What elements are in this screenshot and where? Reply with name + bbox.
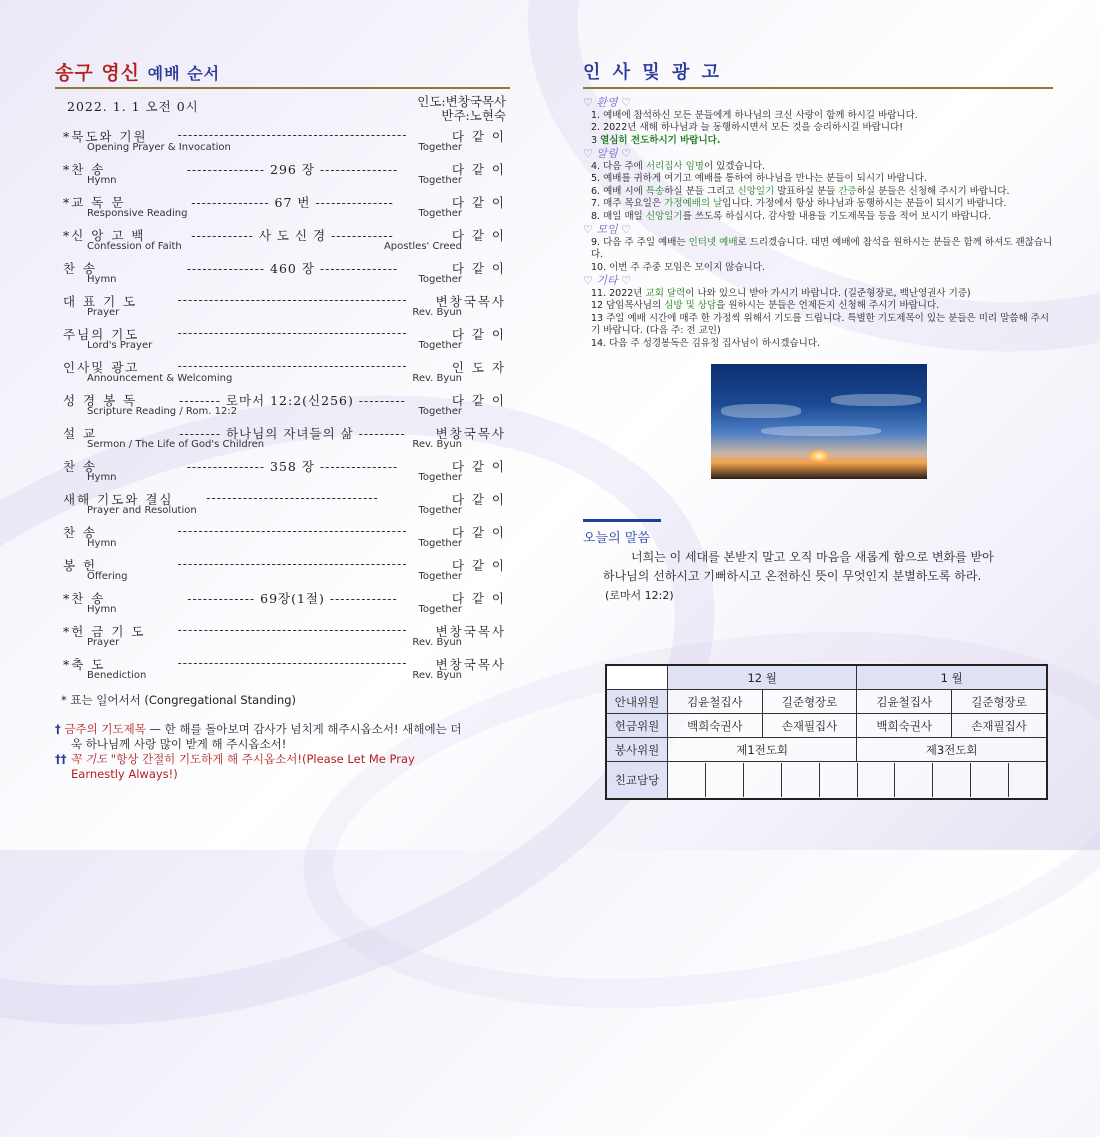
todays-word-title: 오늘의 말씀 <box>583 527 1053 546</box>
announcements-page <box>583 58 1053 603</box>
title-blue: 예배 순서 <box>147 64 221 83</box>
announcement-item <box>583 211 1053 224</box>
fellowship-slot <box>820 763 858 797</box>
month-jan: 1 월 <box>857 665 1047 690</box>
order-leader-en: Together <box>418 571 462 582</box>
prayer2-text: "항상 간절히 기도하게 해 주시옵소서!(Please Let Me Pray <box>107 752 415 766</box>
announcement-item <box>583 161 1053 174</box>
prayer1-cont: 욱 하나님께 사랑 많이 받게 해 주시옵소서! <box>71 737 287 751</box>
order-name-en: Hymn <box>87 538 117 549</box>
duty-row <box>606 738 1047 762</box>
order-name: 봉 헌 <box>63 558 98 573</box>
announcement-category: ♡ 기타 ♡ <box>583 274 631 287</box>
announcement-item <box>583 122 1053 135</box>
announcement-category: ♡ 환영 ♡ <box>583 96 631 109</box>
order-detail: -------------------------------------------- <box>177 358 408 373</box>
announcement-text: 6. 예배 시에 특송하실 분들 그리고 신앙일기 발표하실 분들 간증하실 분들은 신청해 주시기 바랍니다. <box>591 185 1010 197</box>
announcement-item <box>583 110 1053 123</box>
order-item <box>55 158 510 191</box>
order-leader-en: Together <box>418 472 462 483</box>
order-name: 새해 기도와 결심 <box>63 492 174 507</box>
worship-order-page <box>55 58 510 782</box>
announcement-text: 5. 예배를 귀하게 여기고 예배를 통하여 하나님을 만나는 분들이 되시기 바랍니다. <box>591 173 927 184</box>
order-leader-en: Rev. Byun <box>412 439 462 450</box>
order-name: *찬 송 <box>63 162 106 177</box>
announcement-text: 1. 예배에 참석하신 모든 분들에게 하나님의 크신 사랑이 함께 하시길 바랍니다. <box>591 109 918 121</box>
order-leader-en: Together <box>418 340 462 351</box>
order-leader: 변창국목사 <box>435 426 506 441</box>
order-item <box>55 488 510 521</box>
word-line1: 너희는 이 세대를 본받지 말고 오직 마음을 새롭게 함으로 변화를 받아 <box>631 550 994 564</box>
announcement-item <box>583 198 1053 211</box>
announcement-item <box>583 338 1053 351</box>
order-item <box>55 587 510 620</box>
order-item <box>55 521 510 554</box>
order-item <box>55 422 510 455</box>
order-item <box>55 554 510 587</box>
fellowship-slot <box>668 763 706 797</box>
order-leader-en: Together <box>418 208 462 219</box>
order-name-en: Hymn <box>87 274 117 285</box>
order-name-en: Sermon / The Life of God's Children <box>87 439 265 450</box>
order-detail: --------------- 67 번 --------------- <box>191 195 394 210</box>
duty-cell: 손재필집사 <box>952 714 1047 738</box>
order-name-en: Offering <box>87 571 128 582</box>
order-name-en: Scripture Reading / Rom. 12:2 <box>87 406 238 417</box>
order-item <box>55 257 510 290</box>
order-name-en: Hymn <box>87 472 117 483</box>
order-name: 찬 송 <box>63 459 98 474</box>
leader: 인도:변창국목사 <box>417 94 506 109</box>
worship-title <box>55 58 510 84</box>
fellowship-slot <box>971 763 1009 797</box>
order-leader: 다 같 이 <box>451 525 506 540</box>
order-detail: -------------------------------------------- <box>177 292 408 307</box>
title-rule <box>55 87 510 89</box>
duty-cell: 김윤철집사 <box>668 690 763 714</box>
announcement-text: 3 <box>591 134 601 146</box>
duty-corner <box>606 665 668 690</box>
duty-cell: 손재필집사 <box>762 714 857 738</box>
order-leader: 변창국목사 <box>435 624 506 639</box>
standing-note: * 표는 일어서서 (Congregational Standing) <box>61 693 297 707</box>
order-item <box>55 389 510 422</box>
order-leader: 변창국목사 <box>435 657 506 672</box>
order-name: 설 교 <box>63 426 98 441</box>
announcement-text: 4. 다음 주에 서리집사 임명이 있겠습니다. <box>591 160 766 172</box>
duty-cell: 제3전도회 <box>857 738 1047 762</box>
order-leader: 다 같 이 <box>451 162 506 177</box>
announcements-title <box>583 58 1053 84</box>
order-detail: -------- 하나님의 자녀들의 삶 --------- <box>179 426 406 441</box>
word-line2: 하나님의 선하시고 기뻐하시고 온전하신 뜻이 무엇인지 분별하도록 하라. <box>603 569 982 583</box>
order-name: 찬 송 <box>63 261 98 276</box>
order-item <box>55 455 510 488</box>
announcement-text: 13 주일 예배 시간에 매주 한 가정씩 위해서 기도를 드립니다. 특별한 기도제목이 있는 분들은 미리 말씀해 주시기 바랍니다. (다음 주: 전 교인) <box>591 312 1050 336</box>
fellowship-slot <box>1009 763 1046 797</box>
duty-cell: 백희숙권사 <box>668 714 763 738</box>
order-detail: -------- 로마서 12:2(신256) --------- <box>179 393 406 408</box>
duty-row-label: 친교담당 <box>606 762 668 800</box>
order-detail: ------------ 사 도 신 경 ------------ <box>191 228 394 243</box>
order-item <box>55 224 510 257</box>
order-leader: 인 도 자 <box>451 360 506 375</box>
order-leader-en: Together <box>418 274 462 285</box>
order-item <box>55 323 510 356</box>
double-cross-mark: †† <box>55 752 67 766</box>
order-detail: -------------------------------------------- <box>177 556 408 571</box>
order-detail: -------------------------------------------- <box>177 523 408 538</box>
order-leader: 다 같 이 <box>451 393 506 408</box>
order-name: *축 도 <box>63 657 106 672</box>
order-leader-en: Together <box>418 175 462 186</box>
announcement-text: 9. 다음 주 주일 예배는 인터넷 예배로 드리겠습니다. 대면 예배에 참석을 원하시는 분들은 함께 하셔도 괜찮습니다. <box>591 236 1053 260</box>
duty-cell: 백희숙권사 <box>857 714 952 738</box>
month-dec: 12 월 <box>668 665 857 690</box>
order-name-en: Responsive Reading <box>87 208 188 219</box>
duty-cell: 길준형장로 <box>952 690 1047 714</box>
announcement-text: 14. 다음 주 성경봉독은 김유정 집사님이 하시겠습니다. <box>591 337 820 349</box>
order-item <box>55 356 510 389</box>
order-name-en: Opening Prayer & Invocation <box>87 142 231 153</box>
announcement-highlight: 열심히 전도하시기 바랍니다. <box>600 134 721 146</box>
announcement-text: 10. 이번 주 주중 모임은 모이지 않습니다. <box>591 261 765 273</box>
order-list <box>55 125 510 686</box>
order-name-en: Hymn <box>87 604 117 615</box>
announcement-item <box>583 262 1053 275</box>
duty-row <box>606 690 1047 714</box>
order-leader-en: Together <box>418 505 462 516</box>
announcement-item <box>583 300 1053 313</box>
order-leader: 변창국목사 <box>435 294 506 309</box>
duty-row-label: 안내위원 <box>606 690 668 714</box>
fellowship-slots <box>668 762 1048 800</box>
announcement-text: 7. 매주 목요일은 가정예배의 날입니다. 가정에서 항상 하나님과 동행하시는 분들이 되시기 바랍니다. <box>591 198 1007 209</box>
order-leader-en: Together <box>418 142 462 153</box>
announcement-item <box>583 313 1053 338</box>
announcement-item <box>583 237 1053 262</box>
duty-cell: 김윤철집사 <box>857 690 952 714</box>
order-leader-en: Rev. Byun <box>412 670 462 681</box>
order-leader: 다 같 이 <box>451 261 506 276</box>
order-leader-en: Rev. Byun <box>412 373 462 384</box>
order-leader: 다 같 이 <box>451 327 506 342</box>
ann-title-text: 인 사 및 광 고 <box>583 62 723 83</box>
order-item <box>55 653 510 686</box>
fellowship-slot <box>744 763 782 797</box>
order-detail: --------------- 358 장 --------------- <box>186 459 399 474</box>
order-leader: 다 같 이 <box>451 558 506 573</box>
order-name-en: Prayer and Resolution <box>87 505 197 516</box>
announcement-list <box>583 97 1053 350</box>
prayer1-label: 금주의 기도제목 <box>64 722 146 736</box>
cross-mark: † <box>55 722 61 736</box>
order-item <box>55 125 510 158</box>
order-name-en: Hymn <box>87 175 117 186</box>
announcement-text: 2. 2022년 새해 하나님과 늘 동행하시면서 모든 것을 승리하시길 바랍니다! <box>591 122 904 133</box>
order-name: *묵도와 기원 <box>63 129 148 144</box>
word-reference: (로마서 12:2) <box>605 589 674 602</box>
todays-word-text <box>583 548 1053 586</box>
announcement-text: 11. 2022년 교회 달력이 나와 있으니 받아 가시기 바랍니다. (길준형장로, 백난영권사 기증) <box>591 287 971 299</box>
announcement-item <box>583 173 1053 186</box>
prayer1-text: — 한 해를 돌아보며 감사가 넘치게 해주시옵소서! 새해에는 더 <box>145 722 462 736</box>
ann-title-rule <box>583 87 1053 89</box>
order-name-en: Confession of Faith <box>87 241 182 252</box>
order-leader-en: Together <box>418 538 462 549</box>
fellowship-slot <box>706 763 744 797</box>
order-item <box>55 620 510 653</box>
duty-cell: 제1전도회 <box>668 738 857 762</box>
duty-row <box>606 762 1047 800</box>
order-detail: ------------- 69장(1절) ------------- <box>187 591 398 606</box>
announcement-text: 8. 매일 매일 신앙일기를 쓰도록 하십시다. 감사할 내용들 기도제목들 등을 적어 보시기 바랍니다. <box>591 210 992 222</box>
order-leader-en: Rev. Byun <box>412 637 462 648</box>
order-leader-en: Apostles' Creed <box>383 241 462 252</box>
title-red: 송구 영신 <box>55 62 141 84</box>
order-name-en: Prayer <box>87 637 120 648</box>
prayer2-label: 꼭 기도 <box>70 752 108 766</box>
service-header <box>55 95 510 125</box>
order-leader-en: Rev. Byun <box>412 307 462 318</box>
order-name: *찬 송 <box>63 591 106 606</box>
duty-row-label: 헌금위원 <box>606 714 668 738</box>
order-name-en: Prayer <box>87 307 120 318</box>
order-name: 대 표 기 도 <box>63 294 138 309</box>
duty-roster-table <box>605 664 1048 800</box>
announcement-item <box>583 288 1053 301</box>
order-name: 주님의 기도 <box>63 327 140 342</box>
order-name-en: Announcement & Welcoming <box>87 373 233 384</box>
prayer-topics <box>55 722 510 782</box>
announcement-category: ♡ 모임 ♡ <box>583 223 631 236</box>
order-name: *헌 금 기 도 <box>63 624 146 639</box>
order-name: 인사및 광고 <box>63 360 140 375</box>
order-name-en: Lord's Prayer <box>87 340 153 351</box>
order-detail: -------------------------------------------- <box>177 655 408 670</box>
order-item <box>55 191 510 224</box>
order-name: *교 독 문 <box>63 195 126 210</box>
announcement-text: 12 담임목사님의 심방 및 상담을 원하시는 분들은 언제든지 신청해 주시기 바랍니다. <box>591 300 940 311</box>
prayer2-cont: Earnestly Always!) <box>71 767 178 781</box>
order-leader-en: Together <box>418 406 462 417</box>
fellowship-slot <box>895 763 933 797</box>
sunset-image <box>711 364 927 479</box>
order-detail: -------------------------------------------- <box>177 622 408 637</box>
fellowship-slot <box>933 763 971 797</box>
order-leader: 다 같 이 <box>451 228 506 243</box>
order-detail: -------------------------------------------- <box>177 127 408 142</box>
order-name: 성 경 봉 독 <box>63 393 138 408</box>
order-detail: -------------------------------------------- <box>177 325 408 340</box>
duty-cell: 길준형장로 <box>762 690 857 714</box>
order-leader: 다 같 이 <box>451 459 506 474</box>
order-detail: --------------- 296 장 --------------- <box>186 162 399 177</box>
order-detail: --------------- 460 장 --------------- <box>186 261 399 276</box>
duty-row-label: 봉사위원 <box>606 738 668 762</box>
service-leaders <box>417 95 506 123</box>
fellowship-slot <box>782 763 820 797</box>
accompanist: 반주:노현숙 <box>441 108 506 123</box>
service-date: 2022. 1. 1 오전 0시 <box>67 99 199 114</box>
order-leader: 다 같 이 <box>451 129 506 144</box>
announcement-item <box>583 186 1053 199</box>
order-leader: 다 같 이 <box>451 492 506 507</box>
order-leader: 다 같 이 <box>451 195 506 210</box>
fellowship-slot <box>858 763 896 797</box>
announcement-category: ♡ 알림 ♡ <box>583 147 631 160</box>
order-name: *신 앙 고 백 <box>63 228 146 243</box>
duty-header-row <box>606 665 1047 690</box>
order-leader-en: Together <box>418 604 462 615</box>
duty-row <box>606 714 1047 738</box>
announcement-item <box>583 135 1053 148</box>
order-name-en: Benediction <box>87 670 147 681</box>
order-leader: 다 같 이 <box>451 591 506 606</box>
order-name: 찬 송 <box>63 525 98 540</box>
order-item <box>55 290 510 323</box>
order-detail: --------------------------------- <box>206 490 379 505</box>
